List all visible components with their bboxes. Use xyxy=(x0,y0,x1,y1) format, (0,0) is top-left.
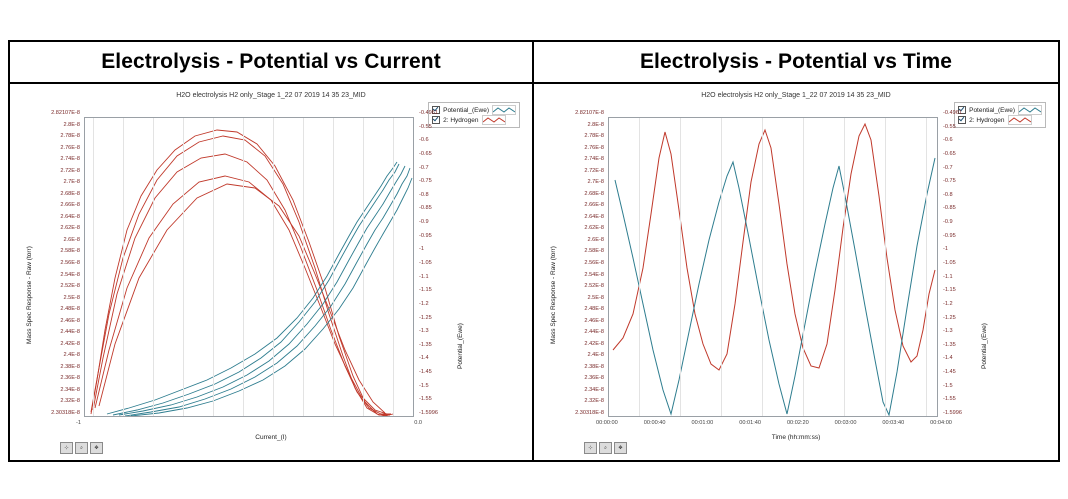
panel-heading-right: Electrolysis - Potential vs Time xyxy=(639,50,953,73)
y-tick-right-12: -1.1 xyxy=(943,273,953,280)
y-tick-right-8: -0.9 xyxy=(943,219,953,226)
plot-area-right xyxy=(534,84,1058,460)
y-tick-left-25: 2.32E-8 xyxy=(584,398,604,405)
pan-tool-icon[interactable]: ✥ xyxy=(90,442,103,454)
y-tick-right-8: -0.9 xyxy=(419,219,429,226)
y-tick-left-12: 2.58E-8 xyxy=(584,248,604,255)
y-tick-left-7: 2.68E-8 xyxy=(60,190,80,197)
y-tick-right-15: -1.25 xyxy=(419,314,432,321)
panel-potential-vs-current xyxy=(10,42,534,460)
y-tick-left-4: 2.74E-8 xyxy=(60,156,80,163)
y-tick-left-23: 2.36E-8 xyxy=(60,375,80,382)
pan-tool-icon[interactable]: ✥ xyxy=(614,442,627,454)
y-tick-right-21: -1.55 xyxy=(943,396,956,403)
y-tick-right-4: -0.7 xyxy=(419,164,429,171)
y-tick-left-11: 2.6E-8 xyxy=(587,236,604,243)
y-tick-right-10: -1 xyxy=(419,246,424,253)
y-tick-left-22: 2.38E-8 xyxy=(60,363,80,370)
y-tick-left-9: 2.64E-8 xyxy=(60,213,80,220)
chart-title-right: H2O electrolysis H2 only_Stage 1_22 07 2019 14 35 23_MID xyxy=(701,92,891,99)
legend-label-hydrogen: 2: Hydrogen xyxy=(969,116,1005,124)
x-tick-1: 0.0 xyxy=(414,420,422,426)
x-tick-7: 00:04:00 xyxy=(930,420,952,426)
y-tick-left-23: 2.36E-8 xyxy=(584,375,604,382)
y-tick-right-21: -1.55 xyxy=(419,396,432,403)
x-tick-0: 00:00:00 xyxy=(596,420,618,426)
y-tick-right-13: -1.15 xyxy=(419,287,432,294)
y-tick-left-18: 2.46E-8 xyxy=(60,317,80,324)
y-tick-left-5: 2.72E-8 xyxy=(584,167,604,174)
y-tick-left-17: 2.48E-8 xyxy=(60,306,80,313)
cursor-tool-icon[interactable]: ⊹ xyxy=(584,442,597,454)
y-tick-left-20: 2.42E-8 xyxy=(60,340,80,347)
legend-swatch-potential xyxy=(492,105,516,115)
y-tick-right-0: -0.4961 xyxy=(419,110,438,116)
legend-swatch-potential xyxy=(1018,105,1042,115)
y-tick-left-15: 2.52E-8 xyxy=(584,283,604,290)
y-tick-left-26: 2.30318E-8 xyxy=(51,410,80,416)
y-tick-right-6: -0.8 xyxy=(419,191,429,198)
y-tick-right-22: -1.5996 xyxy=(419,410,438,416)
y-tick-left-13: 2.56E-8 xyxy=(584,260,604,266)
y-tick-left-24: 2.34E-8 xyxy=(60,386,80,393)
y-tick-left-1: 2.8E-8 xyxy=(587,121,604,128)
y-tick-left-0: 2.82107E-8 xyxy=(51,110,80,116)
y-axis-label-right: Potential_(Ewe) xyxy=(981,323,988,369)
charts-frame xyxy=(8,40,1060,462)
y-ticks-right xyxy=(943,110,977,416)
panel-potential-vs-time xyxy=(534,42,1058,460)
y-tick-right-14: -1.2 xyxy=(943,300,953,307)
y-tick-left-9: 2.64E-8 xyxy=(584,213,604,220)
y-tick-left-13: 2.56E-8 xyxy=(60,260,80,266)
x-tick-4: 00:02:20 xyxy=(786,420,809,426)
x-tick-2: 00:01:00 xyxy=(691,420,714,426)
chart-title-left: H2O electrolysis H2 only_Stage 1_22 07 2019 14 35 23_MID xyxy=(176,92,366,99)
y-ticks-right xyxy=(419,110,453,416)
zoom-tool-icon[interactable]: ⌕ xyxy=(75,442,88,454)
x-ticks-left xyxy=(76,420,422,426)
y-tick-right-6: -0.8 xyxy=(943,191,953,198)
y-tick-right-0: -0.4961 xyxy=(943,110,962,116)
x-tick-0: -1 xyxy=(76,420,81,426)
y-tick-right-9: -0.95 xyxy=(943,232,956,239)
x-axis-label-left: Current_(I) xyxy=(255,434,287,441)
y-tick-left-14: 2.54E-8 xyxy=(60,271,80,278)
panel-title-left xyxy=(10,42,532,84)
y-tick-right-22: -1.5996 xyxy=(943,410,962,416)
panel-title-right xyxy=(534,42,1058,84)
x-tick-1: 00:00:40 xyxy=(643,420,666,426)
y-ticks-left xyxy=(32,110,80,416)
y-tick-left-16: 2.5E-8 xyxy=(63,294,80,301)
legend-label-potential: Potential_(Ewe) xyxy=(969,106,1015,114)
y-tick-left-10: 2.62E-8 xyxy=(60,225,80,232)
y-tick-right-1: -0.55 xyxy=(943,123,956,130)
y-tick-right-11: -1.05 xyxy=(419,260,432,266)
plot-area-left xyxy=(10,84,532,460)
y-tick-right-18: -1.4 xyxy=(419,355,429,362)
plot-toolbar-left[interactable] xyxy=(60,442,103,454)
series-lines-left xyxy=(85,118,414,417)
x-ticks-right xyxy=(596,420,952,426)
zoom-tool-icon[interactable]: ⌕ xyxy=(599,442,612,454)
panel-heading-left: Electrolysis - Potential vs Current xyxy=(101,50,441,73)
y-tick-left-12: 2.58E-8 xyxy=(60,248,80,255)
y-tick-left-25: 2.32E-8 xyxy=(60,398,80,405)
y-tick-right-5: -0.75 xyxy=(943,178,956,185)
y-tick-left-6: 2.7E-8 xyxy=(63,179,80,186)
y-tick-right-11: -1.05 xyxy=(943,260,956,266)
y-tick-right-4: -0.7 xyxy=(943,164,953,171)
plot-toolbar-right[interactable] xyxy=(584,442,627,454)
y-tick-right-13: -1.15 xyxy=(943,287,956,294)
y-tick-right-3: -0.65 xyxy=(943,150,956,157)
y-tick-right-7: -0.85 xyxy=(419,205,432,212)
y-tick-left-8: 2.66E-8 xyxy=(584,202,604,209)
y-tick-right-20: -1.5 xyxy=(419,382,429,389)
y-tick-left-16: 2.5E-8 xyxy=(587,294,604,301)
y-tick-left-1: 2.8E-8 xyxy=(63,121,80,128)
y-tick-left-14: 2.54E-8 xyxy=(584,271,604,278)
y-tick-left-21: 2.4E-8 xyxy=(587,352,604,359)
y-tick-left-3: 2.76E-8 xyxy=(60,144,80,151)
y-tick-right-17: -1.35 xyxy=(419,341,432,348)
y-tick-right-20: -1.5 xyxy=(943,382,953,389)
y-tick-left-15: 2.52E-8 xyxy=(60,283,80,290)
y-ticks-left xyxy=(556,110,604,416)
y-tick-right-5: -0.75 xyxy=(419,178,432,185)
y-tick-right-2: -0.6 xyxy=(419,137,429,144)
y-tick-left-0: 2.82107E-8 xyxy=(575,110,604,116)
y-tick-left-2: 2.78E-8 xyxy=(60,133,80,140)
y-tick-left-6: 2.7E-8 xyxy=(587,179,604,186)
y-tick-right-16: -1.3 xyxy=(419,328,429,335)
y-axis-label-left: Mass Spec Response - Raw (torr) xyxy=(26,246,33,344)
y-tick-left-10: 2.62E-8 xyxy=(584,225,604,232)
y-tick-left-24: 2.34E-8 xyxy=(584,386,604,393)
y-tick-left-18: 2.46E-8 xyxy=(584,317,604,324)
y-tick-right-18: -1.4 xyxy=(943,355,953,362)
y-tick-right-15: -1.25 xyxy=(943,314,956,321)
y-tick-left-19: 2.44E-8 xyxy=(60,329,80,336)
y-tick-right-19: -1.45 xyxy=(943,369,956,376)
y-tick-right-16: -1.3 xyxy=(943,328,953,335)
cursor-tool-icon[interactable]: ⊹ xyxy=(60,442,73,454)
y-tick-right-17: -1.35 xyxy=(943,341,956,348)
series-lines-right xyxy=(609,118,938,417)
y-tick-left-2: 2.78E-8 xyxy=(584,133,604,140)
legend-swatch-hydrogen xyxy=(482,115,506,125)
y-tick-left-5: 2.72E-8 xyxy=(60,167,80,174)
legend-swatch-hydrogen xyxy=(1008,115,1032,125)
y-tick-right-7: -0.85 xyxy=(943,205,956,212)
y-tick-left-3: 2.76E-8 xyxy=(584,144,604,151)
y-tick-left-8: 2.66E-8 xyxy=(60,202,80,209)
y-tick-right-12: -1.1 xyxy=(419,273,429,280)
y-tick-left-21: 2.4E-8 xyxy=(63,352,80,359)
y-tick-left-26: 2.30318E-8 xyxy=(575,410,604,416)
y-tick-right-3: -0.65 xyxy=(419,150,432,157)
y-tick-left-22: 2.38E-8 xyxy=(584,363,604,370)
plot-canvas-right[interactable] xyxy=(608,117,938,417)
x-tick-6: 00:03:40 xyxy=(882,420,905,426)
y-tick-left-4: 2.74E-8 xyxy=(584,156,604,163)
y-tick-left-7: 2.68E-8 xyxy=(584,190,604,197)
y-tick-right-9: -0.95 xyxy=(419,232,432,239)
x-axis-label-right: Time (hh:mm:ss) xyxy=(771,434,821,441)
y-axis-label-left: Mass Spec Response - Raw (torr) xyxy=(550,246,557,344)
x-tick-3: 00:01:40 xyxy=(739,420,761,426)
legend-label-potential: Potential_(Ewe) xyxy=(443,106,489,114)
x-tick-5: 00:03:00 xyxy=(834,420,857,426)
y-tick-left-11: 2.6E-8 xyxy=(63,236,80,243)
y-tick-left-17: 2.48E-8 xyxy=(584,306,604,313)
plot-canvas-left[interactable] xyxy=(84,117,414,417)
y-tick-left-20: 2.42E-8 xyxy=(584,340,604,347)
legend-label-hydrogen: 2: Hydrogen xyxy=(443,116,479,124)
y-tick-right-19: -1.45 xyxy=(419,369,432,376)
y-axis-label-right: Potential_(Ewe) xyxy=(457,323,464,369)
y-tick-right-14: -1.2 xyxy=(419,300,429,307)
y-tick-right-1: -0.55 xyxy=(419,123,432,130)
y-tick-right-2: -0.6 xyxy=(943,137,953,144)
y-tick-left-19: 2.44E-8 xyxy=(584,329,604,336)
y-tick-right-10: -1 xyxy=(943,246,948,253)
